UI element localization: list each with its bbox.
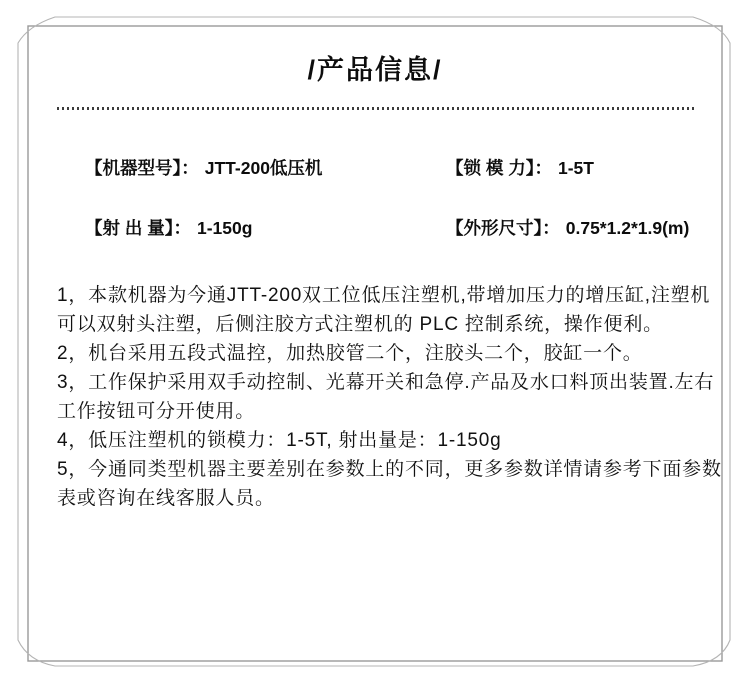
spec-value: 1-150g <box>196 218 253 238</box>
description-line: 1，本款机器为今通JTT-200双工位低压注塑机,带增加压力的增压缸,注塑机可以双射头注塑，后侧注胶方式注塑机的 PLC 控制系统，操作便利。 <box>57 285 711 335</box>
spec-value: 0.75*1.2*1.9(m) <box>565 218 690 238</box>
spec-item-dimensions <box>446 215 689 240</box>
description-line: 5，今通同类型机器主要差别在参数上的不同，更多参数详情请参考下面参数表或咨询在线客服人员。 <box>57 459 722 509</box>
spec-item-clamping-force <box>446 155 594 180</box>
spec-value: 1-5T <box>557 158 594 178</box>
spec-label: 【外形尺寸】： <box>446 218 560 238</box>
spec-label: 【机器型号】： <box>85 158 199 178</box>
spec-value: JTT-200低压机 <box>204 158 323 178</box>
description-line: 2，机台采用五段式温控，加热胶管二个，注胶头二个，胶缸一个。 <box>57 343 643 364</box>
product-description <box>57 281 724 513</box>
dotted-divider <box>57 107 694 110</box>
spec-item-shot-volume <box>85 215 252 240</box>
spec-label: 【锁 模 力】： <box>446 158 552 178</box>
page-title: /产品信息/ <box>307 55 443 85</box>
description-line: 4，低压注塑机的锁模力：1-5T, 射出量是：1-150g <box>57 430 502 451</box>
description-line: 3，工作保护采用双手动控制、光幕开关和急停.产品及水口料顶出装置.左右工作按钮可分开使用。 <box>57 372 715 422</box>
spec-item-machine-model <box>85 155 322 180</box>
spec-label: 【射 出 量】： <box>85 218 191 238</box>
